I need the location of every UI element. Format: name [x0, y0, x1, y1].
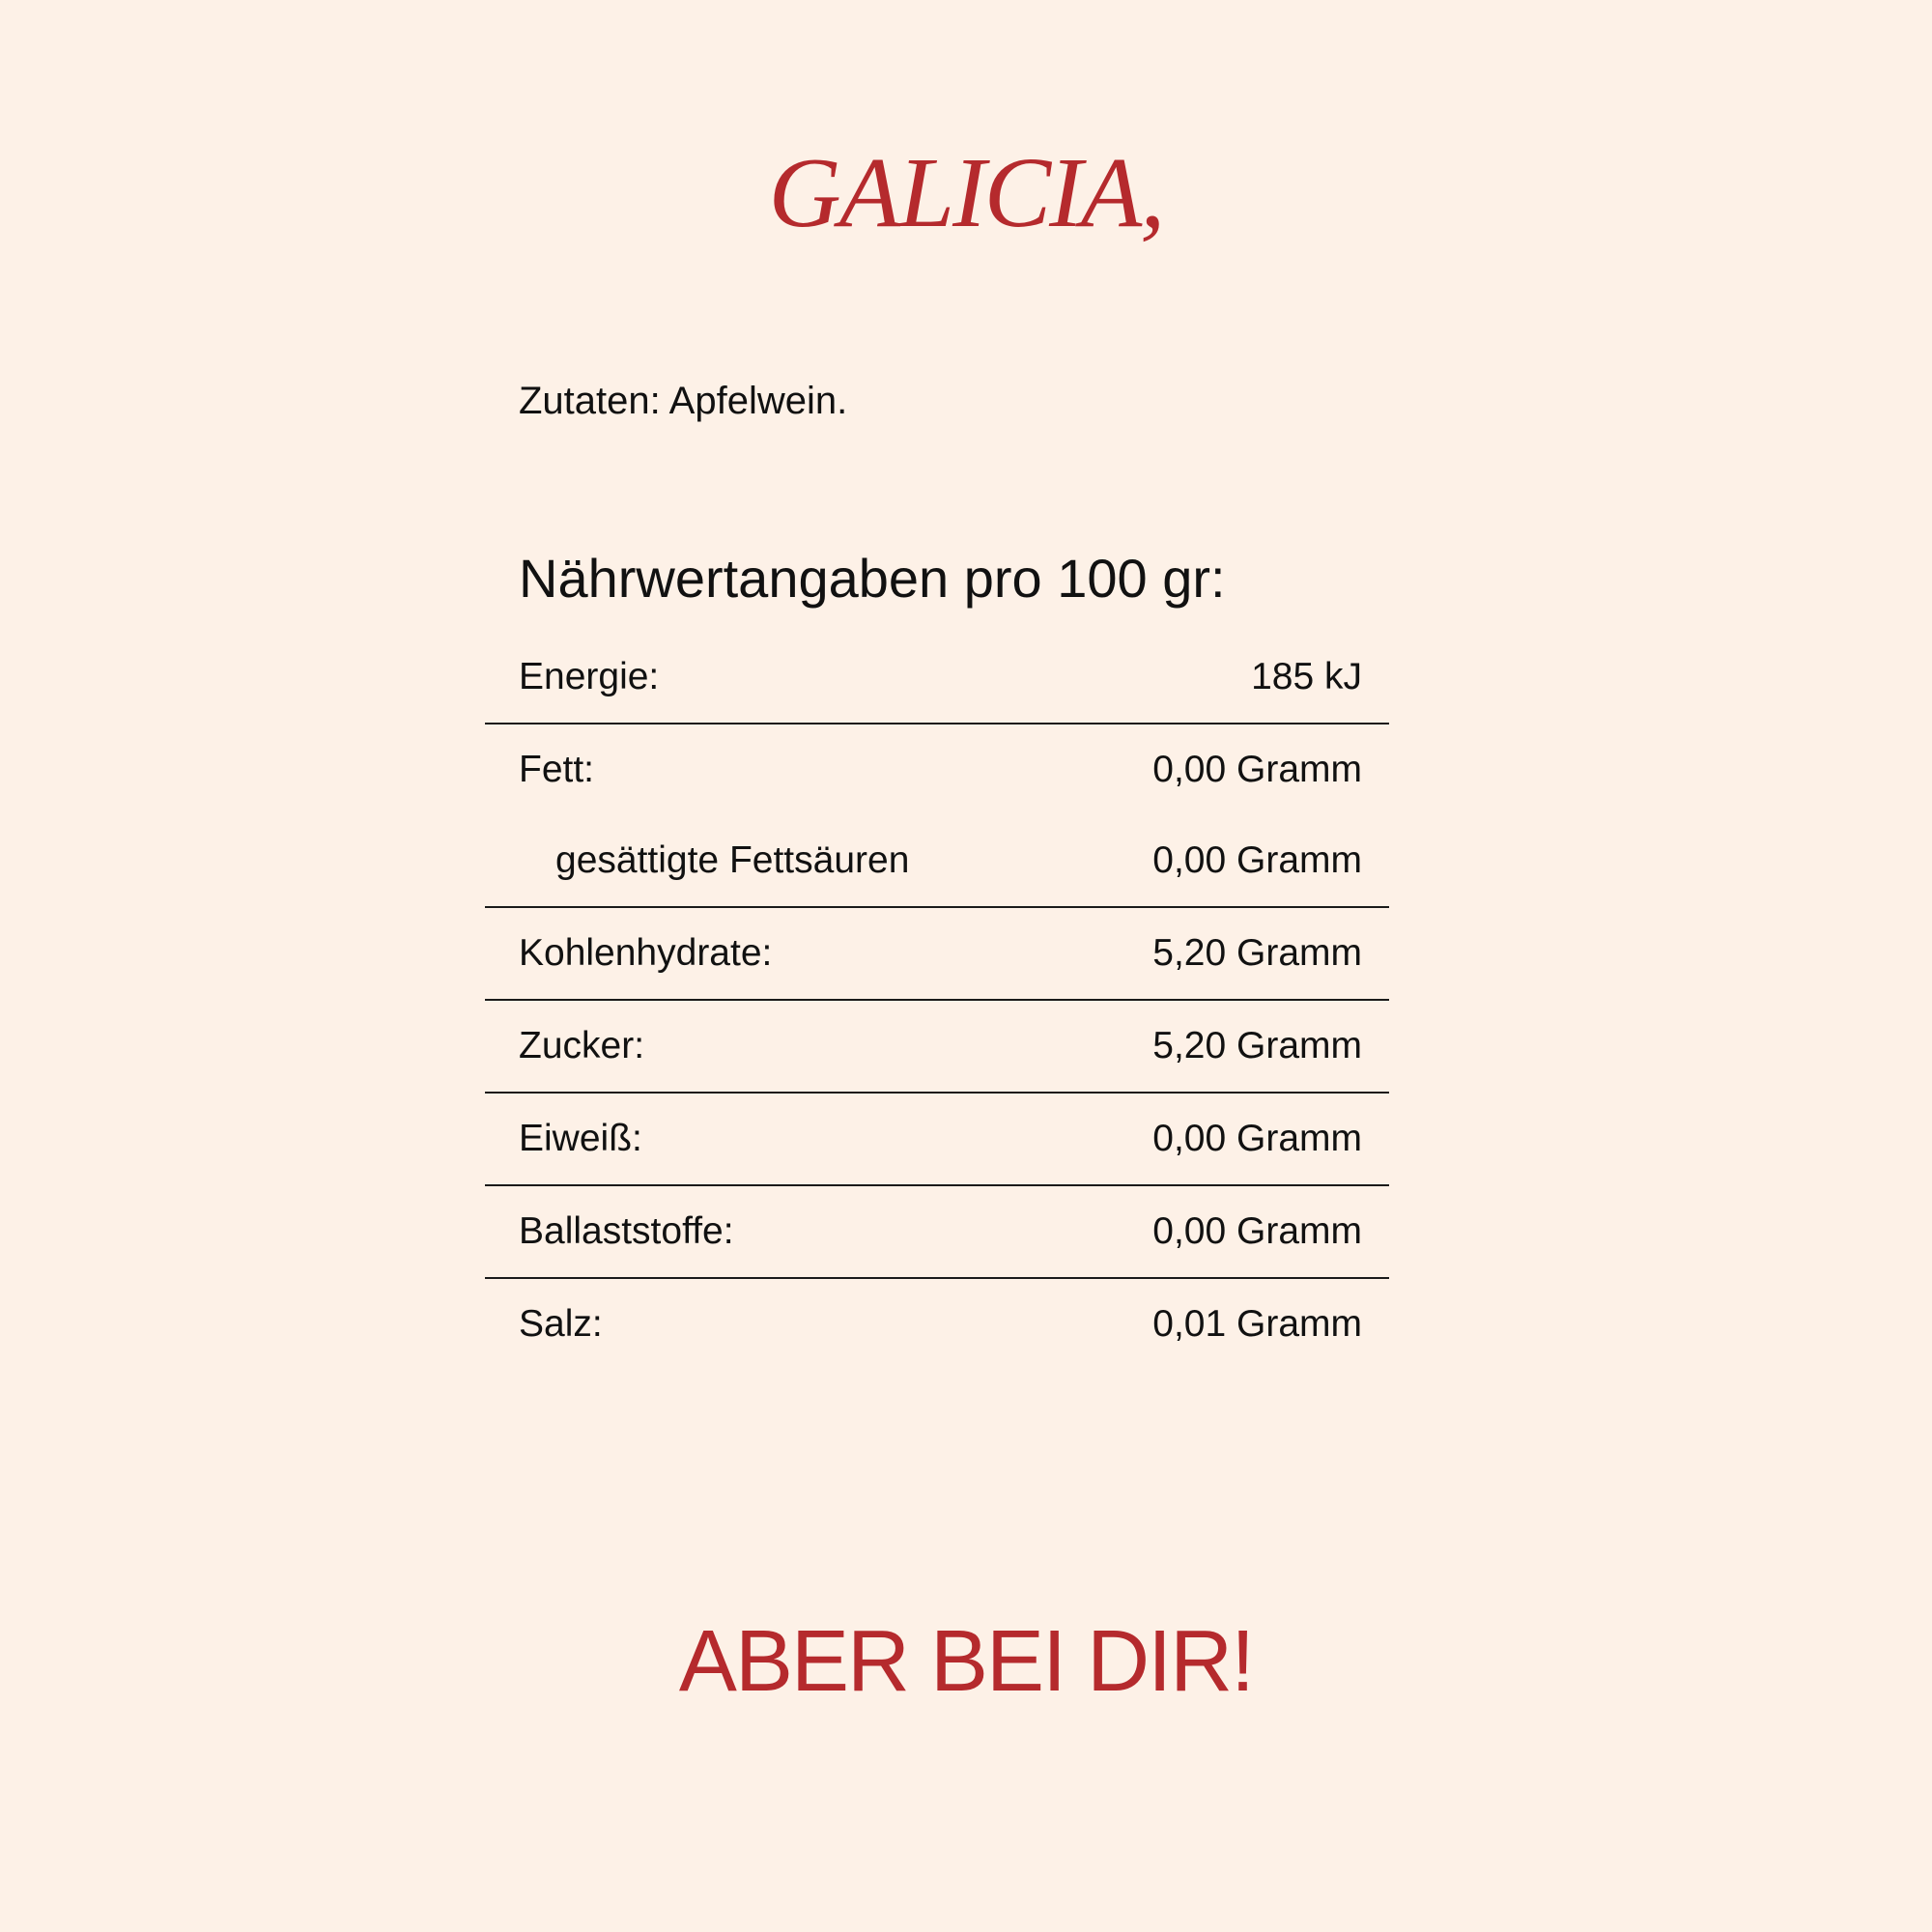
nutrition-group-carbs — [485, 908, 1389, 1001]
nutrition-value: 0,00 Gramm — [1152, 839, 1362, 881]
nutrition-group-sugar — [485, 1001, 1389, 1094]
nutrition-label: Ballaststoffe: — [519, 1210, 734, 1252]
nutrition-group-fiber — [485, 1186, 1389, 1279]
nutrition-group-energy — [485, 638, 1389, 724]
nutrition-group-salt — [485, 1279, 1389, 1370]
nutrition-row — [485, 929, 1389, 978]
nutrition-group-protein — [485, 1094, 1389, 1186]
nutrition-label: Kohlenhydrate: — [519, 932, 773, 974]
nutrition-value: 0,00 Gramm — [1152, 1118, 1362, 1159]
nutrition-label: Fett: — [519, 749, 595, 790]
nutrition-label: Salz: — [519, 1303, 603, 1345]
nutrition-row — [485, 837, 1389, 885]
nutrition-label: Energie: — [519, 656, 660, 697]
nutrition-row — [485, 1115, 1389, 1163]
nutrition-row — [485, 1208, 1389, 1256]
nutrition-value: 0,00 Gramm — [1152, 749, 1362, 790]
nutrition-value: 5,20 Gramm — [1152, 932, 1362, 974]
nutrition-row — [485, 653, 1389, 701]
nutrition-value: 0,00 Gramm — [1152, 1210, 1362, 1252]
brand-title: GALICIA, — [768, 137, 1164, 248]
nutrition-row — [485, 1300, 1389, 1349]
nutrition-label: Eiweiß: — [519, 1118, 642, 1159]
nutrition-heading: Nährwertangaben pro 100 gr: — [519, 548, 1226, 609]
nutrition-row — [485, 1022, 1389, 1070]
nutrition-value: 185 kJ — [1251, 656, 1362, 697]
nutrition-table — [485, 638, 1389, 1370]
nutrition-value: 0,01 Gramm — [1152, 1303, 1362, 1345]
nutrition-row — [485, 746, 1389, 794]
nutrition-label: Zucker: — [519, 1025, 645, 1066]
ingredients-text: Zutaten: Apfelwein. — [519, 380, 848, 422]
nutrition-group-fat — [485, 724, 1389, 908]
nutrition-label: gesättigte Fettsäuren — [555, 839, 910, 881]
slogan: ABER BEI DIR! — [678, 1613, 1254, 1710]
nutrition-value: 5,20 Gramm — [1152, 1025, 1362, 1066]
